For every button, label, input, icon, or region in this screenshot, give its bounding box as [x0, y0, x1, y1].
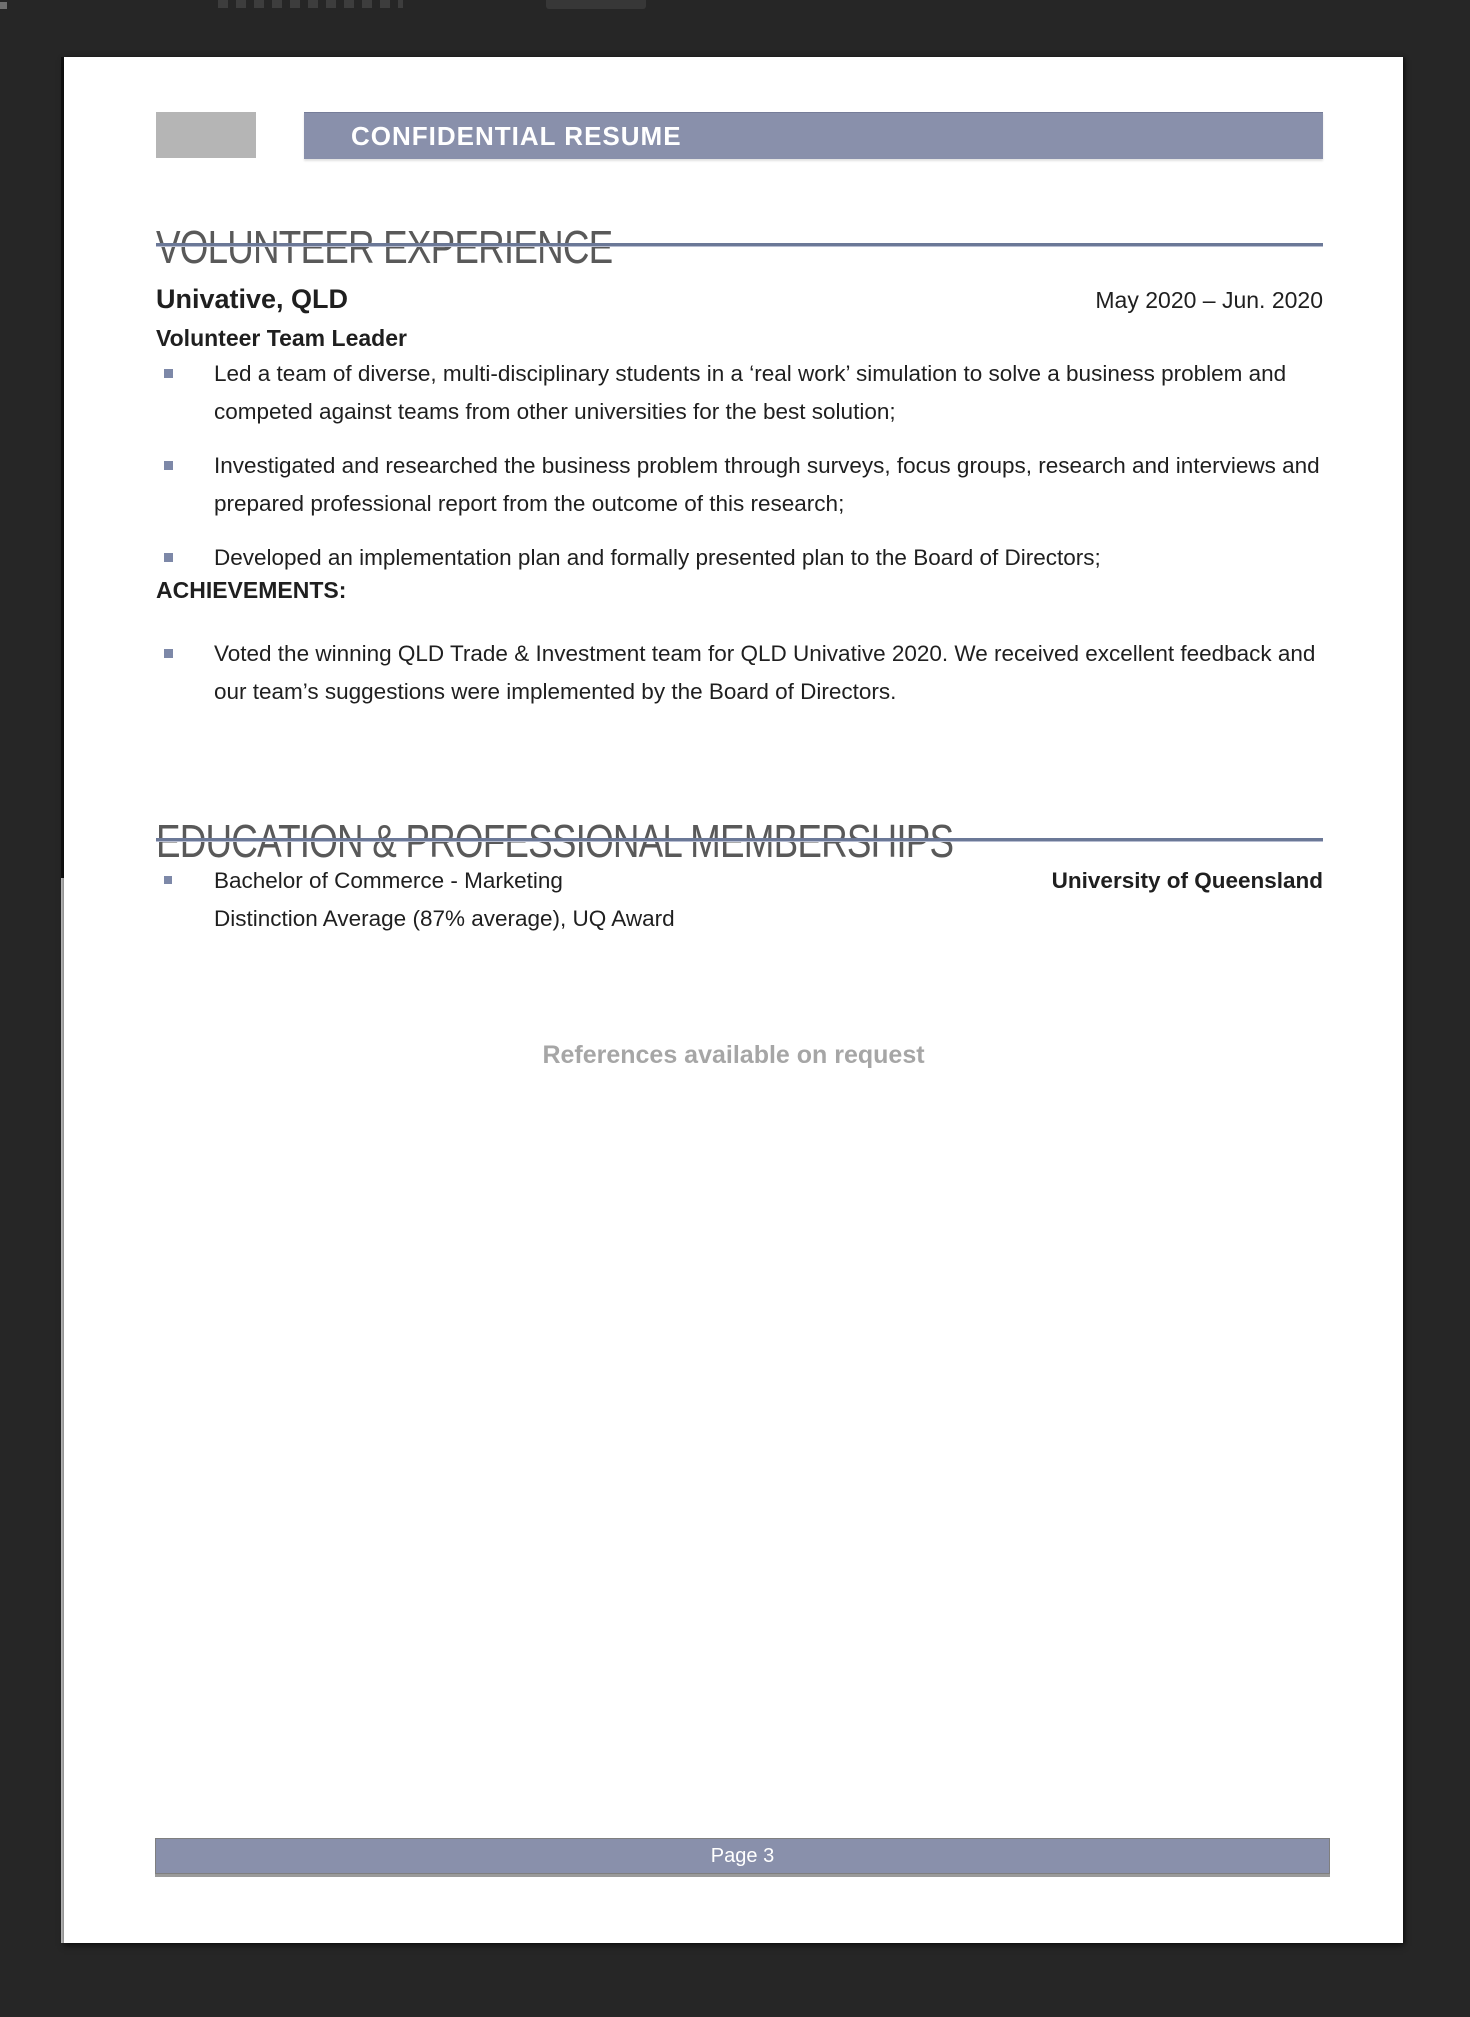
education-detail: Distinction Average (87% average), UQ Award — [214, 906, 675, 931]
list-item: Investigated and researched the business problem through surveys, focus groups, research and interviews and prepared professional report from the outcome of this research; — [156, 447, 1323, 523]
top-edge-artifact — [218, 0, 403, 8]
section-rule — [156, 838, 1323, 841]
footer-page-label: Page 3 — [710, 1844, 775, 1867]
entry-dates: May 2020 – Jun. 2020 — [1095, 287, 1323, 313]
resume-page — [64, 57, 1403, 1943]
logo-placeholder-box — [156, 112, 256, 158]
footer-page-bar — [155, 1838, 1330, 1874]
page-masthead — [64, 112, 1403, 158]
entry-role: Volunteer Team Leader — [156, 325, 407, 351]
achievements-bullet-list — [156, 635, 1323, 727]
list-item: Voted the winning QLD Trade & Investment team for QLD Univative 2020. We received excellent feedback and our team’s suggestions were implemented by the Board of Directors. — [156, 635, 1323, 711]
top-edge-artifact — [546, 0, 646, 9]
section-rule — [156, 243, 1323, 246]
list-item: Led a team of diverse, multi-disciplinary students in a ‘real work’ simulation to solve a business problem and competed against teams from other universities for the best solution; — [156, 355, 1323, 431]
list-item: Developed an implementation plan and formally presented plan to the Board of Directors; — [156, 539, 1323, 577]
education-row — [156, 862, 1323, 900]
references-note: References available on request — [542, 1041, 925, 1069]
top-corner-artifact — [0, 2, 7, 9]
entry-header — [156, 283, 1323, 316]
education-item — [156, 862, 1323, 938]
education-institution: University of Queensland — [1051, 868, 1323, 893]
confidential-banner-label: CONFIDENTIAL RESUME — [351, 120, 682, 151]
section-title-education: EDUCATION & PROFESSIONAL MEMBERSHIPS — [156, 814, 954, 867]
volunteer-bullet-list — [156, 355, 1323, 593]
confidential-banner — [304, 112, 1323, 159]
section-title-volunteer-experience: VOLUNTEER EXPERIENCE — [156, 220, 613, 273]
education-degree: Bachelor of Commerce - Marketing — [214, 868, 563, 893]
achievements-label: ACHIEVEMENTS: — [156, 577, 347, 603]
entry-organization: Univative, QLD — [156, 284, 349, 314]
